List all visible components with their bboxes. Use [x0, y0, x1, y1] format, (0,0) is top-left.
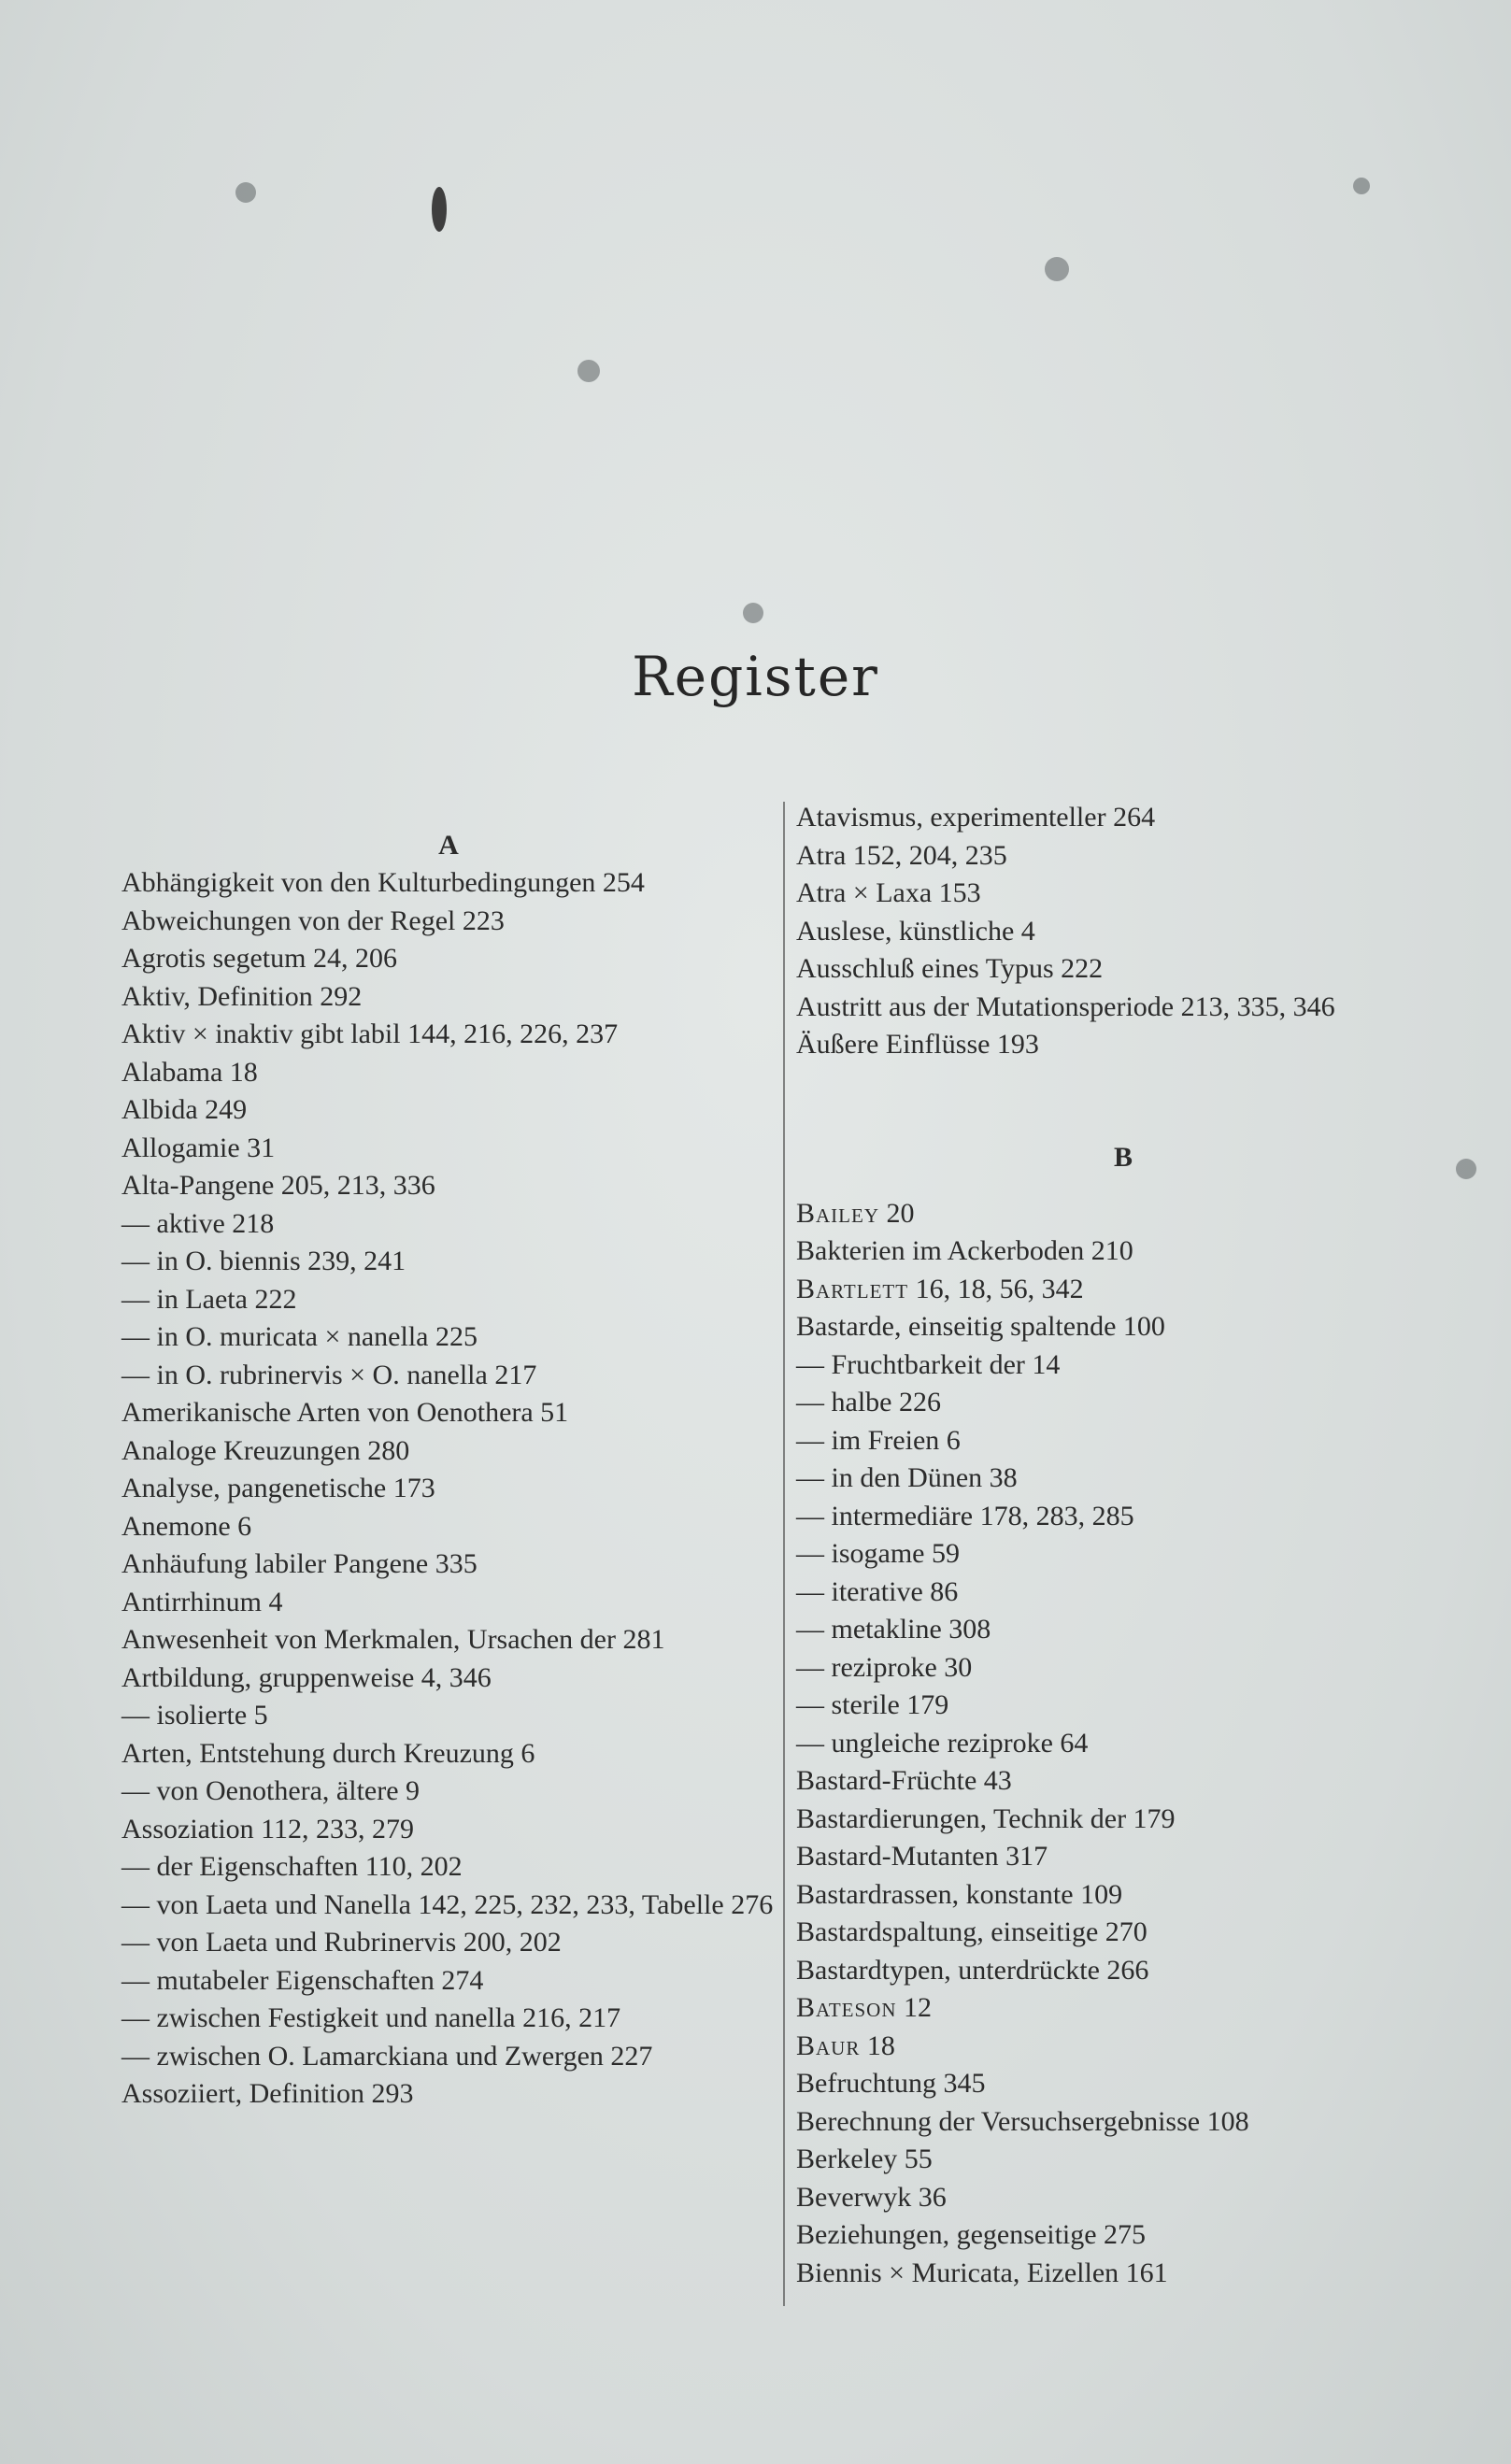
- ink-speck: [577, 360, 600, 382]
- ink-speck: [1045, 257, 1069, 281]
- ink-speck: [1353, 178, 1370, 194]
- index-entry: Abhängigkeit von den Kulturbedingungen 254: [121, 867, 645, 898]
- index-entry: Alabama 18: [121, 1056, 258, 1088]
- ink-speck: [1456, 1159, 1476, 1179]
- index-entry: — isogame 59: [796, 1538, 960, 1569]
- index-entry: Bastarde, einseitig spaltende 100: [796, 1311, 1165, 1342]
- index-entry: Allogamie 31: [121, 1132, 276, 1163]
- index-entry: Agrotis segetum 24, 206: [121, 943, 397, 974]
- ink-speck: [743, 603, 763, 623]
- page-title: Register: [632, 645, 879, 708]
- index-entry: — halbe 226: [796, 1387, 941, 1417]
- index-entry: Atavismus, experimenteller 264: [796, 802, 1156, 833]
- index-entry: Analyse, pangenetische 173: [121, 1473, 435, 1503]
- index-entry: Ausschluß eines Typus 222: [796, 953, 1104, 984]
- index-column-left: [121, 799, 776, 2114]
- index-entry: Arten, Entstehung durch Kreuzung 6: [121, 1737, 535, 1769]
- index-entry: — der Eigenschaften 110, 202: [121, 1851, 463, 1882]
- index-entry: — im Freien 6: [796, 1424, 961, 1456]
- index-entry: Antirrhinum 4: [121, 1586, 283, 1617]
- section-letter: A: [438, 830, 459, 861]
- index-entry: Bastardierungen, Technik der 179: [796, 1802, 1176, 1834]
- index-entry-list: [121, 864, 776, 2114]
- index-entry: Anhäufung labiler Pangene 335: [121, 1548, 478, 1579]
- index-entry: Abweichungen von der Regel 223: [121, 904, 505, 936]
- index-entry: Alta-Pangene 205, 213, 336: [121, 1170, 435, 1201]
- index-entry: Bastard-Früchte 43: [796, 1765, 1012, 1796]
- index-entry: Anwesenheit von Merkmalen, Ursachen der 281: [121, 1624, 665, 1655]
- index-entry: — metakline 308: [796, 1614, 991, 1645]
- index-entry: Aktiv × inaktiv gibt labil 144, 216, 226, 237: [121, 1018, 619, 1049]
- index-entry: Albida 249: [121, 1094, 248, 1125]
- index-entry: Äußere Einflüsse 193: [796, 1029, 1039, 1060]
- index-entry: Anemone 6: [121, 1510, 252, 1542]
- index-entry-list: [796, 799, 1450, 1064]
- index-entry: — aktive 218: [121, 1207, 275, 1239]
- index-entry: Beverwyk 36: [796, 2181, 947, 2213]
- index-entry: Bailey 20: [796, 1197, 915, 1229]
- index-entry: — iterative 86: [796, 1575, 959, 1607]
- index-entry: Befruchtung 345: [796, 2068, 986, 2099]
- author-name: Bartlett: [796, 1273, 909, 1304]
- index-entry: — in O. rubrinervis × O. nanella 217: [121, 1359, 537, 1390]
- index-entry-list: [796, 1195, 1450, 2293]
- index-entry: — isolierte 5: [121, 1700, 268, 1730]
- index-entry: Beziehungen, gegenseitige 275: [796, 2219, 1147, 2250]
- index-entry: Bakterien im Ackerboden 210: [796, 1235, 1133, 1266]
- index-column-right: [796, 799, 1450, 2292]
- index-entry: Analoge Kreuzungen 280: [121, 1434, 410, 1466]
- section-letter: B: [1113, 1141, 1133, 1173]
- index-entry: Atra × Laxa 153: [796, 877, 981, 908]
- author-name: Bateson: [796, 1992, 897, 2023]
- index-entry: Amerikanische Arten von Oenothera 51: [121, 1397, 569, 1428]
- ink-speck: [432, 187, 447, 232]
- author-name: Bailey: [796, 1197, 879, 1229]
- index-entry: Biennis × Muricata, Eizellen 161: [796, 2257, 1168, 2288]
- index-entry: Aktiv, Definition 292: [121, 980, 363, 1012]
- index-entry: Bateson 12: [796, 1992, 933, 2023]
- index-entry: — zwischen O. Lamarckiana und Zwergen 227: [121, 2040, 653, 2072]
- index-entry: Assoziiert, Definition 293: [121, 2078, 414, 2109]
- author-name: Baur: [796, 2030, 861, 2061]
- index-entry: — in O. muricata × nanella 225: [121, 1321, 478, 1352]
- index-entry: — von Laeta und Rubrinervis 200, 202: [121, 1927, 562, 1958]
- index-entry: Bastardtypen, unterdrückte 266: [796, 1954, 1149, 1986]
- index-entry: — in O. biennis 239, 241: [121, 1246, 406, 1276]
- index-entry: Atra 152, 204, 235: [796, 839, 1007, 871]
- index-entry: — intermediäre 178, 283, 285: [796, 1500, 1134, 1531]
- index-entry: Bartlett 16, 18, 56, 342: [796, 1273, 1084, 1304]
- index-entry: — in den Dünen 38: [796, 1462, 1018, 1493]
- index-entry: — mutabeler Eigenschaften 274: [121, 1964, 484, 1996]
- index-entry: — zwischen Festigkeit und nanella 216, 217: [121, 2002, 621, 2033]
- index-entry: — von Laeta und Nanella 142, 225, 232, 233, Tabelle 276: [121, 1888, 774, 1920]
- index-entry: Artbildung, gruppenweise 4, 346: [121, 1661, 492, 1693]
- index-entry: Bastardspaltung, einseitige 270: [796, 1916, 1148, 1947]
- index-entry: — Fruchtbarkeit der 14: [796, 1348, 1061, 1380]
- index-entry: Auslese, künstliche 4: [796, 915, 1035, 947]
- index-entry: — von Oenothera, ältere 9: [121, 1775, 421, 1806]
- index-entry: — ungleiche reziproke 64: [796, 1727, 1089, 1759]
- index-entry: — in Laeta 222: [121, 1283, 297, 1315]
- index-entry: Bastard-Mutanten 317: [796, 1841, 1048, 1872]
- index-entry: Berechnung der Versuchsergebnisse 108: [796, 2105, 1249, 2137]
- index-entry: Assoziation 112, 233, 279: [121, 1813, 415, 1844]
- ink-speck: [235, 182, 256, 203]
- index-entry: Bastardrassen, konstante 109: [796, 1878, 1123, 1910]
- column-divider: [783, 802, 785, 2306]
- index-entry: Baur 18: [796, 2030, 895, 2061]
- index-entry: Berkeley 55: [796, 2144, 933, 2174]
- index-entry: Austritt aus der Mutationsperiode 213, 335, 346: [796, 990, 1335, 1022]
- index-entry: — reziproke 30: [796, 1651, 973, 1683]
- index-entry: — sterile 179: [796, 1689, 949, 1720]
